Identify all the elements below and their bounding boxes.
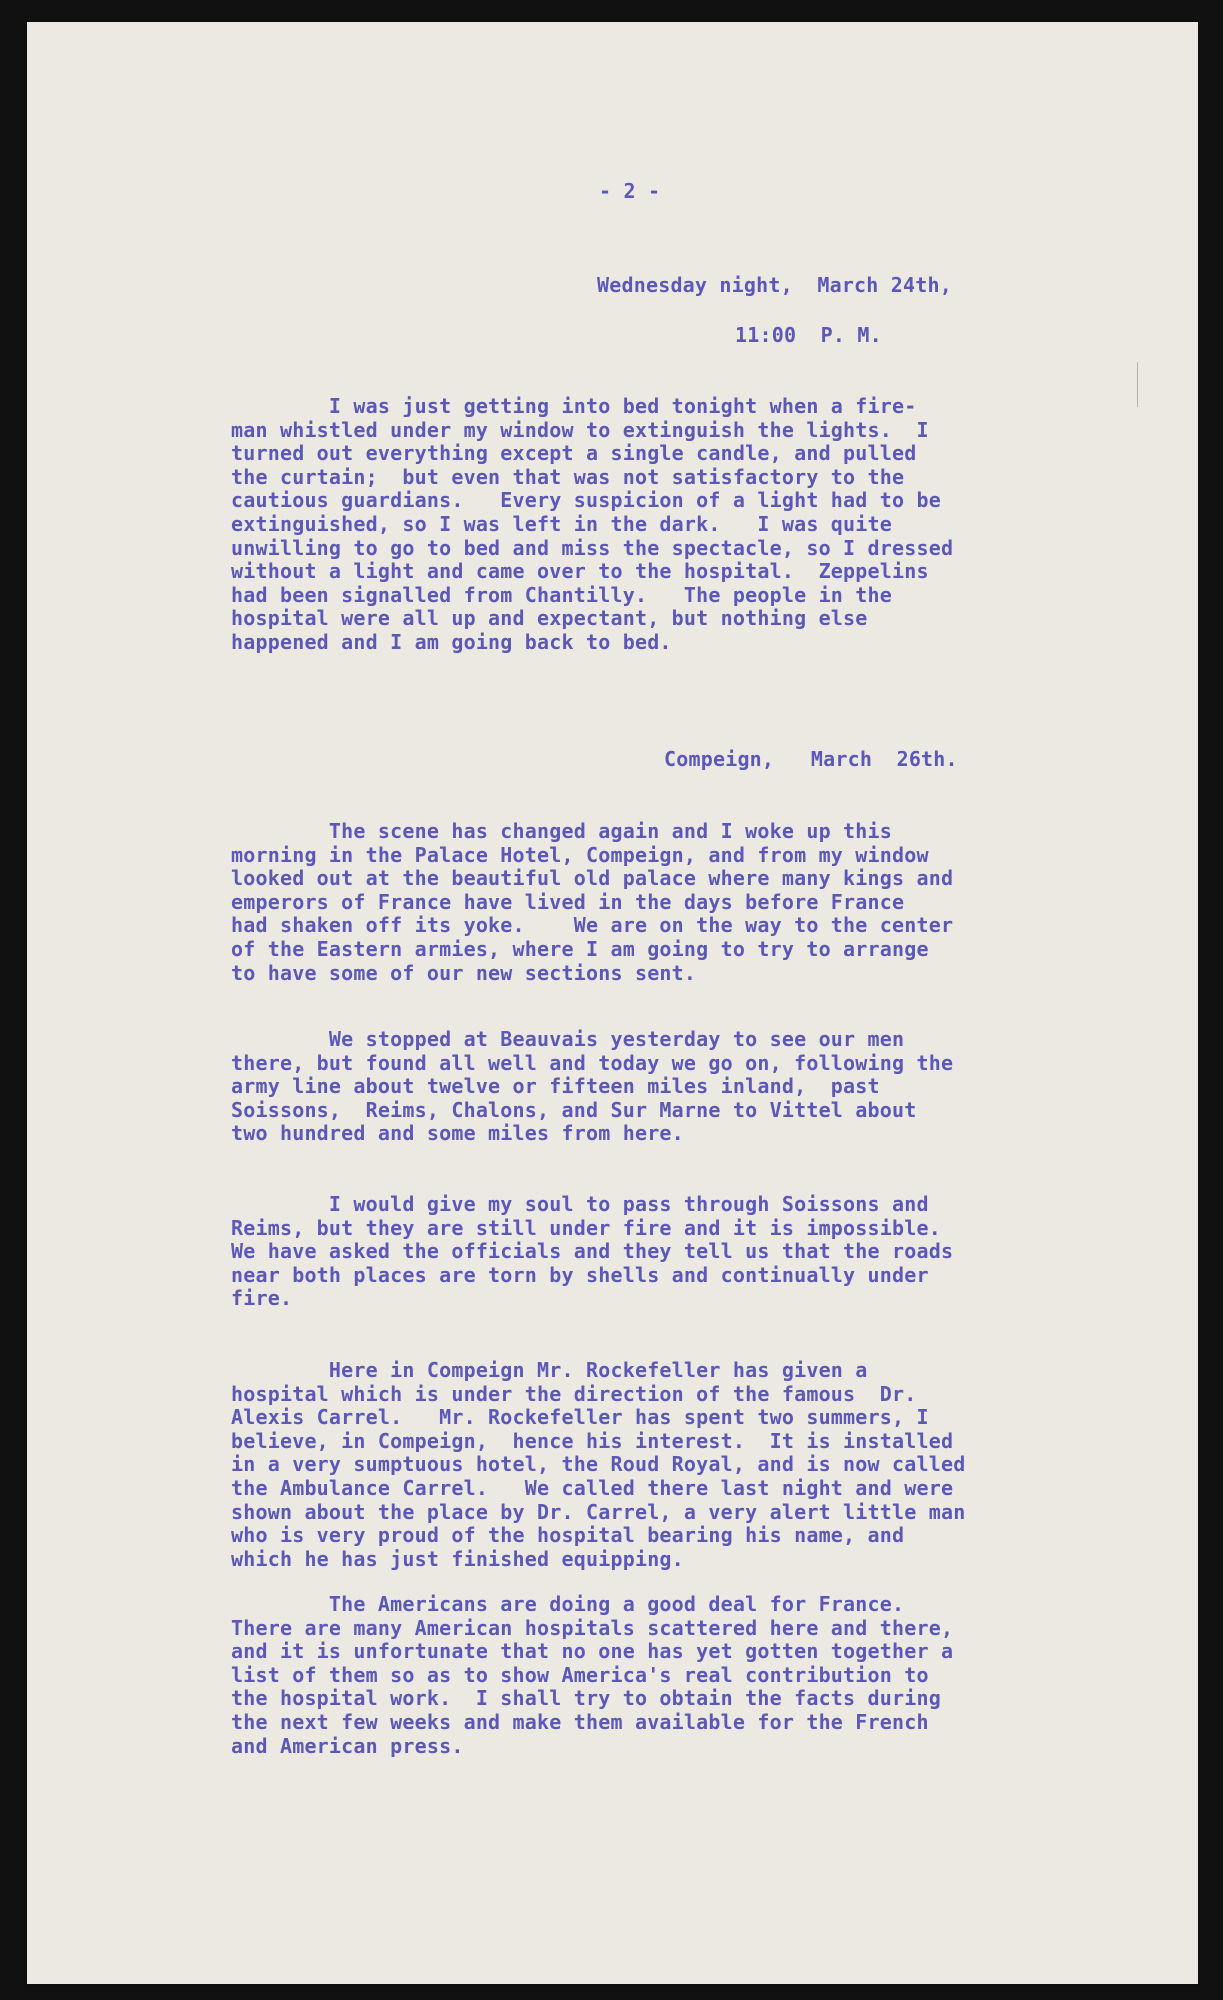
text-line: extinguished, so I was left in the dark. I was quite	[231, 511, 893, 536]
text-line: army line about twelve or fifteen miles inland, past	[231, 1074, 880, 1099]
text-line: The Americans are doing a good deal for France.	[231, 1592, 905, 1616]
text-line: There are many American hospitals scattered here and there,	[231, 1615, 954, 1640]
text-line: We stopped at Beauvais yesterday to see our men	[231, 1027, 905, 1051]
text-line: Here in Compeign Mr. Rockefeller has given a	[231, 1358, 868, 1382]
document-page	[27, 22, 1198, 1984]
text-line: in a very sumptuous hotel, the Roud Royal, and is now called	[231, 1452, 966, 1477]
paragraph-american-hospitals	[231, 1593, 1091, 1758]
entry-time: 11:00 P. M.	[735, 323, 882, 347]
text-line: there, but found all well and today we go on, following the	[231, 1050, 954, 1075]
text-line: I would give my soul to pass through Soissons and	[231, 1192, 929, 1216]
text-line: emperors of France have lived in the days before France	[231, 889, 905, 914]
paragraph-zeppelins	[231, 395, 1091, 655]
text-line: which he has just finished equipping.	[231, 1546, 684, 1571]
text-line: looked out at the beautiful old palace where many kings and	[231, 866, 954, 891]
text-line: Alexis Carrel. Mr. Rockefeller has spent two summers, I	[231, 1405, 929, 1430]
text-line: happened and I am going back to bed.	[231, 629, 672, 654]
page-number: - 2 -	[599, 179, 661, 203]
paragraph-ambulance-carrel	[231, 1359, 1091, 1571]
text-line: of the Eastern armies, where I am going to try to arrange	[231, 936, 929, 961]
text-line: cautious guardians. Every suspicion of a light had to be	[231, 488, 941, 513]
text-line: unwilling to go to bed and miss the spectacle, so I dressed	[231, 535, 954, 560]
text-line: who is very proud of the hospital bearing his name, and	[231, 1523, 905, 1548]
text-line: Reims, but they are still under fire and it is impossible.	[231, 1215, 941, 1240]
paragraph-soissons-reims	[231, 1193, 1091, 1311]
text-line: man whistled under my window to extinguish the lights. I	[231, 417, 929, 442]
text-line: morning in the Palace Hotel, Compeign, and from my window	[231, 842, 929, 867]
text-line: the Ambulance Carrel. We called there last night and were	[231, 1475, 954, 1500]
text-line: and it is unfortunate that no one has yet gotten together a	[231, 1639, 954, 1664]
paragraph-beauvais	[231, 1028, 1091, 1146]
paragraph-palace-hotel	[231, 820, 1091, 985]
margin-pencil-mark	[1137, 362, 1138, 407]
text-line: believe, in Compeign, hence his interest. It is installed	[231, 1428, 954, 1453]
text-line: near both places are torn by shells and continually under	[231, 1262, 929, 1287]
text-line: and American press.	[231, 1733, 464, 1758]
text-line: list of them so as to show America's real contribution to	[231, 1662, 929, 1687]
entry-date-march-24: Wednesday night, March 24th,	[597, 273, 952, 297]
text-line: two hundred and some miles from here.	[231, 1121, 684, 1146]
text-line: the hospital work. I shall try to obtain the facts during	[231, 1686, 941, 1711]
text-line: to have some of our new sections sent.	[231, 960, 697, 985]
text-line: We have asked the officials and they tell us that the roads	[231, 1239, 954, 1264]
text-line: I was just getting into bed tonight when a fire-	[231, 394, 917, 418]
text-line: hospital which is under the direction of the famous Dr.	[231, 1381, 917, 1406]
text-line: fire.	[231, 1286, 293, 1311]
text-line: had shaken off its yoke. We are on the way to the center	[231, 913, 954, 938]
text-line: shown about the place by Dr. Carrel, a very alert little man	[231, 1499, 966, 1524]
text-line: The scene has changed again and I woke up this	[231, 819, 893, 843]
text-line: turned out everything except a single candle, and pulled	[231, 441, 917, 466]
text-line: the next few weeks and make them available for the French	[231, 1709, 929, 1734]
text-line: the curtain; but even that was not satisfactory to the	[231, 464, 905, 489]
text-line: without a light and came over to the hospital. Zeppelins	[231, 559, 929, 584]
text-line: had been signalled from Chantilly. The people in the	[231, 582, 893, 607]
text-line: Soissons, Reims, Chalons, and Sur Marne to Vittel about	[231, 1097, 917, 1122]
entry-date-march-26: Compeign, March 26th.	[664, 747, 958, 771]
text-line: hospital were all up and expectant, but nothing else	[231, 606, 868, 631]
